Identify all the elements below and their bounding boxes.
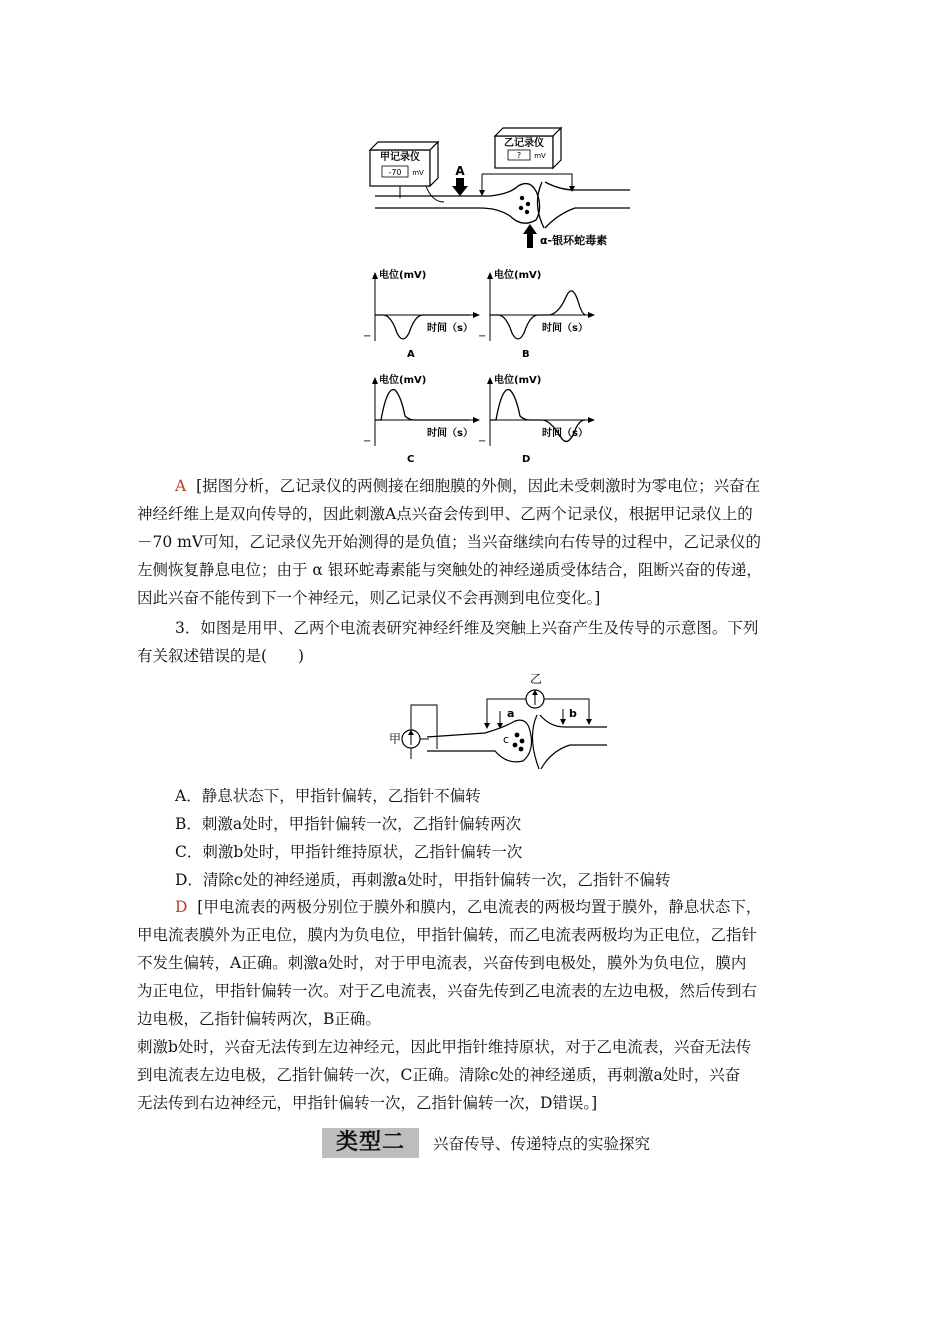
answer1-block: [137, 472, 837, 612]
recorder-yi-value: ?: [516, 151, 522, 160]
x-arrow-icon: [473, 312, 480, 318]
y-axis-label: 电位(mV): [494, 375, 542, 386]
answer3-line: 甲电流表膜外为正电位，膜内为负电位，甲指针偏转，而乙电流表两极均为正电位，乙指针: [137, 926, 758, 944]
figure-recorders: [360, 120, 640, 250]
minus-sign: −: [363, 436, 372, 447]
answer1-line: A [据图分析，乙记录仪的两侧接在细胞膜的外侧，因此未受刺激时为零电位；兴奋在: [175, 477, 761, 495]
answer3-line: 边电极，乙指针偏转两次，B正确。: [137, 1010, 381, 1028]
recorder-jia-value: -70: [388, 168, 402, 177]
recorder-yi-unit: mV: [534, 152, 546, 160]
x-axis-label: 时间（s）: [542, 428, 588, 439]
toxin-label: α-银环蛇毒素: [540, 234, 608, 247]
x-axis-label: 时间（s）: [427, 428, 473, 439]
recorder-yi: [495, 128, 561, 168]
options-list: [175, 782, 835, 894]
section-header: [322, 1128, 650, 1158]
answer1-line: 因此兴奋不能传到下一个神经元，则乙记录仪不会再测到电位变化。]: [137, 589, 601, 607]
point-b-label: b: [569, 707, 577, 720]
question3-line2: 有关叙述错误的是( ): [137, 647, 305, 665]
x-arrow-icon: [588, 417, 595, 423]
answer3-letter: D: [175, 898, 188, 916]
recorder-jia-unit: mV: [412, 169, 424, 177]
answer1-line: 左侧恢复静息电位；由于 α 银环蛇毒素能与突触处的神经递质受体结合，阻断兴奋的传递，: [137, 561, 762, 579]
answer3-line: 为正电位，甲指针偏转一次。对于乙电流表，兴奋先传到乙电流表的左边电极，然后传到右: [137, 982, 758, 1000]
y-arrow-icon: [487, 377, 493, 384]
minus-sign: −: [478, 331, 487, 342]
y-axis-label: 电位(mV): [379, 270, 427, 281]
answer3-line: 刺激b处时，兴奋无法传到左边神经元，因此甲指针维持原状，对于乙电流表，兴奋无法传: [137, 1038, 752, 1056]
option-a: A．静息状态下，甲指针偏转，乙指针不偏转: [175, 787, 481, 805]
graph-d: [478, 373, 595, 465]
minus-sign: −: [363, 331, 372, 342]
answer1-line: －70 mV可知，乙记录仪先开始测得的是负值；当兴奋继续向右传导的过程中，乙记录仪的: [137, 533, 762, 551]
question3: [137, 614, 837, 670]
graph-label: C: [407, 454, 415, 465]
graphs-figure: [355, 255, 625, 475]
option-d: D．清除c处的神经递质，再刺激a处时，甲指针偏转一次，乙指针不偏转: [175, 871, 671, 889]
y-axis-label: 电位(mV): [379, 375, 427, 386]
stimulus-label: A: [455, 164, 465, 178]
section-title: 兴奋传导、传递特点的实验探究: [433, 1135, 651, 1153]
y-arrow-icon: [487, 272, 493, 279]
graph-c: [363, 373, 480, 465]
section-badge: 类型二: [322, 1128, 419, 1158]
answer3-line: 到电流表左边电极，乙指针偏转一次，C正确。清除c处的神经递质，再刺激a处时，兴奋: [137, 1066, 741, 1084]
meter-yi-label: 乙: [530, 672, 543, 686]
option-c: C．刺激b处时，甲指针维持原状，乙指针偏转一次: [175, 843, 523, 861]
graph-b: [478, 268, 595, 360]
potential-curve: [375, 390, 470, 420]
answer1-letter: A: [175, 477, 187, 495]
x-arrow-icon: [588, 312, 595, 318]
minus-sign: −: [478, 436, 487, 447]
option-b: B．刺激a处时，甲指针偏转一次，乙指针偏转两次: [175, 815, 522, 833]
recorder-jia-label: 甲记录仪: [380, 152, 420, 163]
toxin-arrow-icon: [523, 224, 537, 248]
point-c-label: c: [503, 733, 510, 746]
x-arrow-icon: [473, 417, 480, 423]
meter-jia-label: 甲: [389, 732, 402, 746]
x-axis-label: 时间（s）: [542, 323, 588, 334]
answer3-line: 无法传到右边神经元，甲指针偏转一次，乙指针偏转一次，D错误。]: [137, 1094, 598, 1112]
answer1-line: 神经纤维上是双向传导的，因此刺激A点兴奋会传到甲、乙两个记录仪，根据甲记录仪上的: [137, 505, 753, 523]
answer3-line: D [甲电流表的两极分别位于膜外和膜内，乙电流表的两极均置于膜外，静息状态下，: [175, 898, 762, 916]
graph-label: A: [407, 349, 415, 360]
x-axis-label: 时间（s）: [427, 323, 473, 334]
graph-label: D: [522, 454, 531, 465]
y-arrow-icon: [372, 377, 378, 384]
y-arrow-icon: [372, 272, 378, 279]
recorder-jia: [370, 142, 438, 186]
y-axis-label: 电位(mV): [494, 270, 542, 281]
point-a-label: a: [507, 707, 515, 720]
answer3-block: [137, 893, 837, 1117]
graph-a: [363, 268, 480, 360]
question3-line1: 3．如图是用甲、乙两个电流表研究神经纤维及突触上兴奋产生及传导的示意图。下列: [175, 619, 759, 637]
answer3-line: 不发生偏转，A正确。刺激a处时，对于甲电流表，兴奋传到电极处，膜外为负电位，膜内: [137, 954, 747, 972]
recorder-yi-label: 乙记录仪: [504, 138, 544, 149]
graph-label: B: [522, 349, 530, 360]
figure-galvanometers: [375, 665, 615, 780]
stimulus-arrow-icon: [452, 178, 468, 196]
